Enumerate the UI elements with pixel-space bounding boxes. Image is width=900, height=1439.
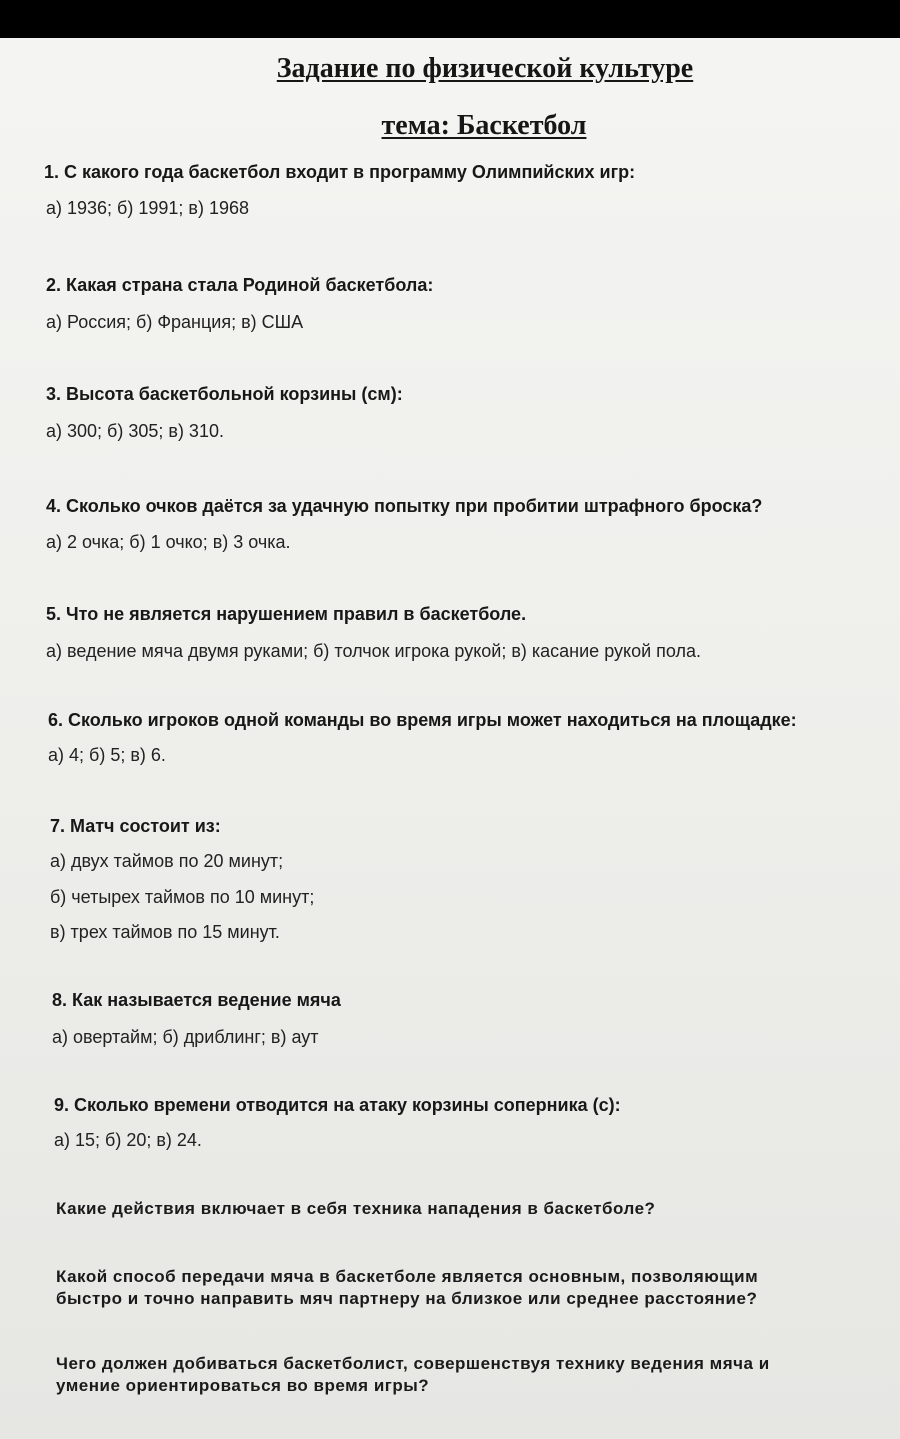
open-question-line: умение ориентироваться во время игры?: [56, 1376, 430, 1395]
document-title: Задание по физической культуре: [276, 53, 694, 84]
answer-7a: а) двух таймов по 20 минут;: [50, 851, 284, 871]
open-question-1: [56, 1198, 655, 1220]
worksheet-page: [0, 38, 900, 1439]
answer-7c: в) трех таймов по 15 минут.: [50, 922, 280, 942]
document-subtitle: тема: Баскетбол: [381, 110, 587, 141]
answer-2: а) Россия; б) Франция; в) США: [46, 312, 304, 332]
answer-6: а) 4; б) 5; в) 6.: [48, 745, 166, 765]
question-9: 9. Сколько времени отводится на атаку корзины соперника (с):: [54, 1095, 621, 1115]
open-question-line: Какой способ передачи мяча в баскетболе является основным, позволяющим: [56, 1267, 759, 1286]
question-2: 2. Какая страна стала Родиной баскетбола:: [46, 275, 434, 295]
open-question-line: Какие действия включает в себя техника нападения в баскетболе?: [56, 1199, 656, 1218]
question-8: 8. Как называется ведение мяча: [52, 990, 341, 1010]
question-6: 6. Сколько игроков одной команды во время игры может находиться на площадке:: [48, 710, 797, 730]
answer-8: а) овертайм; б) дриблинг; в) аут: [52, 1027, 319, 1047]
question-3: 3. Высота баскетбольной корзины (см):: [46, 384, 403, 404]
open-question-line: быстро и точно направить мяч партнеру на близкое или среднее расстояние?: [56, 1289, 758, 1308]
open-question-3: [56, 1353, 770, 1397]
answer-3: а) 300; б) 305; в) 310.: [46, 421, 224, 441]
open-question-line: Чего должен добиваться баскетболист, совершенствуя технику ведения мяча и: [56, 1354, 770, 1373]
answer-5: а) ведение мяча двумя руками; б) толчок игрока рукой; в) касание рукой пола.: [46, 641, 702, 661]
answer-7b: б) четырех таймов по 10 минут;: [50, 887, 315, 907]
answer-4: а) 2 очка; б) 1 очко; в) 3 очка.: [46, 532, 291, 552]
open-question-2: [56, 1266, 758, 1310]
answer-1: а) 1936; б) 1991; в) 1968: [46, 198, 250, 218]
question-5: 5. Что не является нарушением правил в баскетболе.: [46, 604, 527, 624]
question-1: 1. С какого года баскетбол входит в программу Олимпийских игр:: [44, 162, 636, 182]
answer-9: а) 15; б) 20; в) 24.: [54, 1130, 202, 1150]
question-7: 7. Матч состоит из:: [50, 816, 221, 836]
question-4: 4. Сколько очков даётся за удачную попытку при пробитии штрафного броска?: [46, 496, 763, 516]
